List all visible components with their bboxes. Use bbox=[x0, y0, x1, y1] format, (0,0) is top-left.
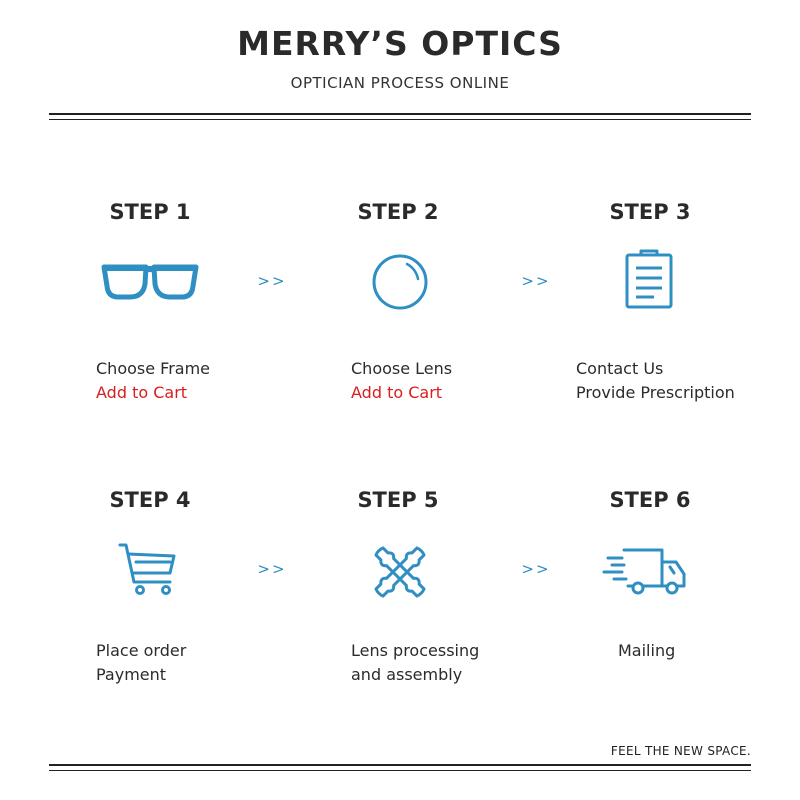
step-1-icon-wrap bbox=[100, 244, 200, 324]
step-2-title: STEP 2 bbox=[357, 200, 439, 224]
step-6-icon-wrap bbox=[600, 540, 700, 620]
header-rule-bottom bbox=[49, 119, 751, 120]
step-6-text bbox=[618, 639, 675, 663]
step-2-text bbox=[351, 357, 452, 405]
step-6-title: STEP 6 bbox=[609, 488, 691, 512]
add-to-cart-label: Add to Cart bbox=[351, 383, 443, 402]
header-rule-top bbox=[49, 113, 751, 115]
step-4-line-2: Payment bbox=[96, 665, 167, 684]
cart-icon bbox=[100, 540, 200, 604]
glasses-icon bbox=[100, 244, 200, 314]
page-subtitle: OPTICIAN PROCESS ONLINE bbox=[290, 74, 510, 92]
step-5-text bbox=[351, 639, 479, 687]
step-3-line-2: Provide Prescription bbox=[576, 383, 735, 402]
step-1-line-1: Choose Frame bbox=[96, 359, 211, 378]
footer-tagline: FEEL THE NEW SPACE. bbox=[610, 744, 751, 758]
step-3-icon-wrap bbox=[600, 248, 700, 328]
step-4-text bbox=[96, 639, 186, 687]
step-2-icon-wrap bbox=[350, 250, 450, 330]
arrow-1-2: >> bbox=[257, 272, 287, 290]
step-3-line-1: Contact Us bbox=[576, 359, 664, 378]
clipboard-icon bbox=[600, 248, 700, 312]
arrow-2-3: >> bbox=[521, 272, 551, 290]
step-2-line-1: Choose Lens bbox=[351, 359, 453, 378]
add-to-cart-label: Add to Cart bbox=[96, 383, 188, 402]
step-5-line-1: Lens processing bbox=[351, 641, 480, 660]
step-5-icon-wrap bbox=[350, 540, 450, 620]
step-5-title: STEP 5 bbox=[357, 488, 439, 512]
step-3-title: STEP 3 bbox=[609, 200, 691, 224]
footer-rule-top bbox=[49, 764, 751, 766]
step-5-line-2: and assembly bbox=[351, 665, 463, 684]
step-1-title: STEP 1 bbox=[109, 200, 191, 224]
step-4-line-1: Place order bbox=[96, 641, 187, 660]
step-3-text bbox=[576, 357, 735, 405]
footer-rule-bottom bbox=[49, 770, 751, 771]
step-1-text bbox=[96, 357, 210, 405]
arrow-5-6: >> bbox=[521, 560, 551, 578]
step-4-icon-wrap bbox=[100, 540, 200, 620]
arrow-4-5: >> bbox=[257, 560, 287, 578]
brand-title: MERRY’S OPTICS bbox=[237, 24, 563, 63]
tools-icon bbox=[350, 540, 450, 604]
step-4-title: STEP 4 bbox=[109, 488, 191, 512]
step-6-line-1: Mailing bbox=[618, 641, 676, 660]
delivery-truck-icon bbox=[600, 540, 700, 604]
lens-icon bbox=[350, 250, 450, 314]
